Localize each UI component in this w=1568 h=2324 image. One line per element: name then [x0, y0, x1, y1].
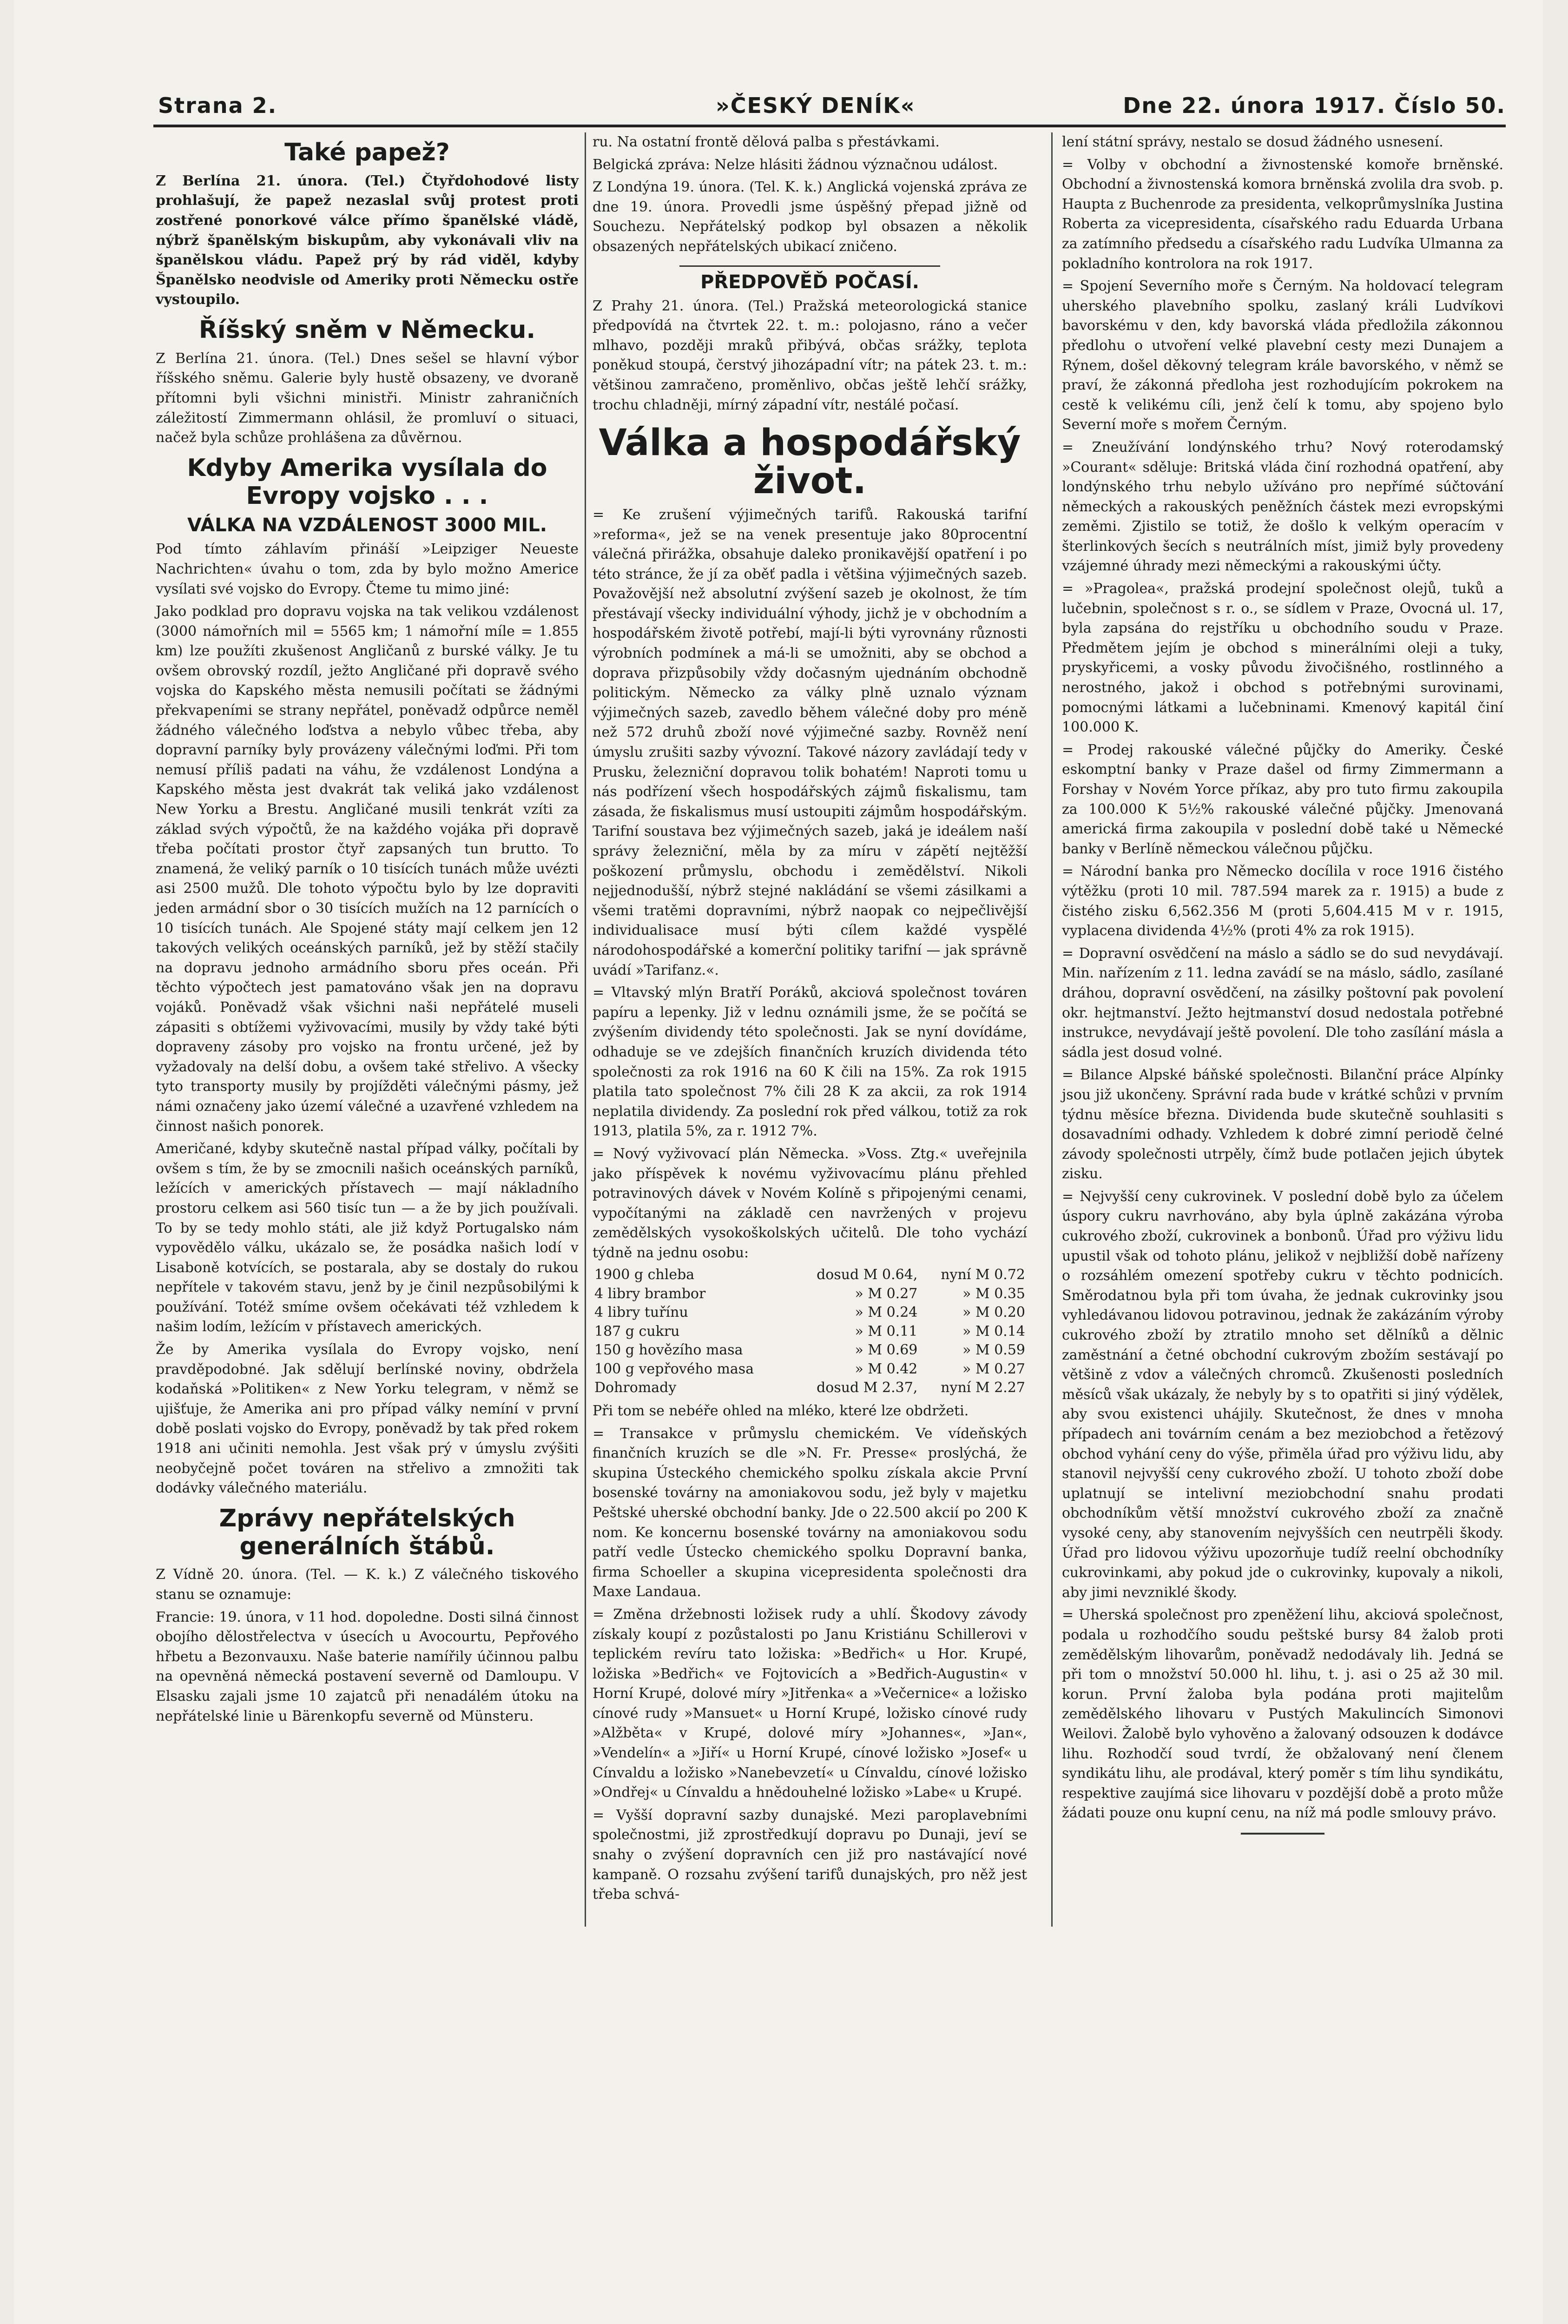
- column-divider: [585, 132, 586, 1927]
- article-text: = Transakce v průmyslu chemickém. Ve vídeňských finančních kruzích se dle »N. Fr. Presse« proslýchá, že skupina Ústeckého chemického spolku získala akcie První bosenské továrny na amoniakovou sodu, jež byly v majetku Peštské uherské obchodní banky. Jde o 22.500 akcií po 200 K nom. Ke koncernu bosenské továrny na amoniakovou sodu patří vedle Ústecko chemického spolku Dopravní banka, firma Schoeller a skupina vicepresidenta společnosti dra Maxe Landaua.: [593, 1425, 1027, 1600]
- article-title: Kdyby Amerika vysílala do Evropy vojsko . . .: [187, 454, 547, 510]
- table-cell: » M 0.42: [855, 1360, 918, 1377]
- article-text: Jako podklad pro dopravu vojska na tak velikou vzdálenost (3000 námořních mil = 5565 km; 1 námořní míle = 1.855 km) lze použíti zkušenost Angličanů z burské války. Je tu ovšem obrovský rozdíl, ježto Angličané při dopravě svého vojska do Kapského města nemusili počítati se žádnými překvapeními se strany nepřátel, poněvadž odpůrce neměl žádného válečného loďstva a nebylo vůbec třeba, aby dopravní parníky byly provázeny válečnými loďmi. Při tom nemusí příliš padati na váhu, že vzdálenost Londýna a Kapského města jest dvakrát tak veliká jako vzdálenost New Yorku a Brestu. Angličané musili tenkrát vzíti za základ svých výpočtů, že na každého vojáka při dopravě třeba počítati prostor čtyř zapsaných tun brutto. To znamená, že veliký parník o 10 tisících tunách může uvézti asi 2500 mužů. Dle tohoto výpočtu bylo by lze dopraviti jeden armádní sbor o 30 tisících mužích na 12 parnících o 10 tisících tunách. Ale Spojené státy mají celkem jen 12 takových velikých oceánských parníků, jež by stěží stačily na dopravu jednoho armádního sboru přes oceán. Při těchto výpočtech jest pamatováno však jen na dopravu vojáků. Poněvadž však všichni naši nepřátelé museli zápasiti s obtížemi vyživovacími, musily by vždy také býti dopraveny zásoby pro vojsko na frontu určené, jež by vyžadovaly na delší dobu, a ovšem také střelivo. A všecky tyto transporty musily by projížděti válečnými pásmy, jež námi označeny jako území válečné a uzavřené vzhledem na činnost našich ponorek.: [156, 603, 579, 1135]
- table-row: [593, 1322, 1027, 1341]
- table-cell: 150 g hovězího masa: [594, 1342, 743, 1359]
- column-1: [156, 132, 579, 1729]
- section-rule: [679, 265, 940, 267]
- page-number: Strana 2.: [158, 93, 277, 118]
- article-title: Zprávy nepřátelských generálních štábů.: [219, 1504, 515, 1560]
- article-text: = Uherská společnost pro zpeněžení lihu, akciová společnost, podala u rozhodčího soudu peštské bursy 84 žalob proti zemědělským lihovarům, poněvadž nedodávaly lih. Jedná se při tom o množství 50.000 hl. lihu, t. j. asi o 25 až 30 mil. korun. První žaloba byla podána proti majitelům zemědělského lihovaru v Pustých Makulincích Simonovi Weilovi. Žalobě bylo vyhověno a žalovaný odsouzen k dodávce lihu. Rozhodčí soud tvrdí, že obžalovaný není členem syndikátu lihu, ale prodával, který poměr s tím lihu syndikátu, respektive zaujímá sice lihovaru v pozdější době a proto může žádati pouze onu kupní cenu, na níž má podle smlouvy právo.: [1062, 1607, 1503, 1822]
- article-text: = Volby v obchodní a živnostenské komoře brněnské. Obchodní a živnostenská komora brněnská zvolila dra svob. p. Haupta z Buchenrode za presidenta, velkoprůmyslníka Justina Roberta za vicepresidenta, císařského radu Eduarda Urbana za zatímního předsedu a císařského radu Ludvíka Ulmanna za pokladního kontrolora na rok 1917.: [1062, 156, 1503, 272]
- table-cell: » M 0.20: [962, 1304, 1025, 1321]
- column-divider: [1051, 132, 1053, 1927]
- table-row: [593, 1285, 1027, 1304]
- article-text: Z Londýna 19. února. (Tel. K. k.) Anglická vojenská zpráva ze dne 19. února. Provedli jsme úspěšný přepad jižně od Souchezu. Nepřátelský podkop byl obsazen a několik obsazených nepřátelských ubikací zničeno.: [593, 179, 1027, 255]
- article-text: Belgická zpráva: Nelze hlásiti žádnou význačnou událost.: [593, 156, 998, 173]
- article-text: ru. Na ostatní frontě dělová palba s přestávkami.: [593, 134, 940, 150]
- end-rule: [1241, 1833, 1324, 1835]
- article-text: Při tom se nebéře ohled na mléko, které lze obdržeti.: [593, 1402, 969, 1419]
- table-cell: » M 0.27: [962, 1360, 1025, 1377]
- article-text: = Národní banka pro Německo docílila v roce 1916 čistého výtěžku (proti 10 mil. 787.594 marek za r. 1915) a bude z čistého zisku 6,562.356 M (proti 5,604.415 M v r. 1915, vyplacena dividenda 4½% (proti 4% za rok 1915).: [1062, 863, 1503, 939]
- newspaper-title: »ČESKÝ DENÍK«: [716, 93, 916, 118]
- article-text: = Nejvyšší ceny cukrovinek. V poslední době bylo za účelem úspory cukru navrhováno, aby byla úplně zakázána výroba cukrového zboží, cukrovinek a bonbonů. Úřad pro výživu lidu upustil však od tohoto plánu, jelikož v nejbližší době nařízeny o rozsáhlém omezení spotřeby cukru v těchto podnicích. Směrodatnou byla při tom úvaha, že jednak cukrovinky jsou vyhledávanou lidovou potravinou, jednak že zakázáním výroby cukrového zboží by ztratilo mnoho set dělníků a dělnic zaměstnání a četné obchodní cukrovým zbožím sestávají po většině z vdov a válečných chromců. Zkušenosti posledních měsíců však ukázaly, že nebyly by s to opatřiti si jiný výdělek, aby svou existenci uhájily. Skutečnost, že dnes v mnoha případech ani továrním cenám a bez meziobchod a řetězový obchod vyhání ceny do výše, přiměla úřad pro výživu lidu, aby stanovil nejvyšší ceny cukrového zboží. U tohoto zboží dobe uplatnují se intelivní meziobchodní snahu prodati obchodníkům větší množství cukrového zboží za značně vysoké ceny, aby stanovením nejvyšších cen neutrpěli škody. Úřad pro lidovou výživu upozorňuje tudíž reelní obchodníky cukrovinkami, aby pokud jde o cukrovinky, kupovaly a nikoli, aby jimi nevzniklé škody.: [1062, 1188, 1503, 1601]
- table-cell: » M 0.35: [962, 1285, 1025, 1302]
- column-2: [593, 132, 1027, 1908]
- article-text: = Spojení Severního moře s Černým. Na holdovací telegram uherského plavebního spolku, zaslaný králi Ludvíkovi bavorskému v den, kdy bavorská vláda předložila zákonnou předlohu o utvoření velké plavební cesty mezi Dunajem a Rýnem, došel děkovný telegram krále bavorského, v němž se praví, že zákonná předloha jest rozhodujícím pokrokem na cestě k velikému cíli, jenž čelí k tomu, aby spojeno bylo Severní moře s mořem Černým.: [1062, 278, 1503, 433]
- table-cell: dosud M 2.37,: [817, 1380, 918, 1396]
- table-cell: » M 0.14: [962, 1323, 1025, 1340]
- table-cell: » M 0.27: [855, 1285, 918, 1302]
- page-header: [158, 93, 1506, 125]
- article-text: Američané, kdyby skutečně nastal případ války, počítali by ovšem s tím, že by se zmocnili našich oceánských parníků, ležících v amerických přístavech — mají nákladního prostoru celkem asi 560 tisíc tun — a že by jich používali. To by se tedy mohlo státi, ale již když Portugalsko nám vypovědělo válku, ukázalo se, že posádka našich lodí v Lisaboně kotvících, se postarala, aby se dostaly do rukou nepřítele v takovém stavu, jenž by je činil nezpůsobilými k používání. Totéž smíme ovšem očekávati též vzhledem k našim lodím, ležícím v přístavech amerických.: [156, 1141, 579, 1335]
- table-row: [593, 1266, 1027, 1285]
- article-subtitle: VÁLKA NA VZDÁLENOST 3000 MIL.: [187, 515, 547, 536]
- table-cell: 1900 g chleba: [594, 1267, 695, 1283]
- article-text: Francie: 19. února, v 11 hod. dopoledne. Dosti silná činnost obojího dělostřelectva v úsecích u Avocourtu, Pepřového hřbetu a Bezonvauxu. Naše baterie namířily účinnou palbu na opevněná německá postavení severně od Damloupu. V Elsasku zajali jsme 10 zajatců při nenadálém útoku na nepřátelské linie u Bärenkopfu severně od Münsteru.: [156, 1609, 579, 1724]
- article-text: = Dopravní osvědčení na máslo a sádlo se do sud nevydávají. Min. nařízením z 11. ledna zavádí se na máslo, sádlo, zasílané dráhou, dopravní osvědčení, na zásilky poštovní pak povolení okr. hejtmanství. Ježto hejtmanství dosud nedostala potřebné instrukce, nevydávají ještě povolení. Dle toho zasílání másla a sádla jest dosud volné.: [1062, 945, 1503, 1061]
- article-text: = »Pragolea«, pražská prodejní společnost olejů, tuků a lučebnin, společnost s r. o., se sídlem v Praze, Ovocná ul. 17, byla zapsána do rejstříku u obchodního soudu v Praze. Předmětem jejím je obchod s minerálními oleji a tuky, pryskyřicemi, a vosky původu živočišného, rostlinného a nerostného, jakož i obchod s potřebnými surovinami, pomocnými látkami a lučebninami. Kmenový kapitál činí 100.000 K.: [1062, 581, 1503, 736]
- article-text: = Prodej rakouské válečné půjčky do Ameriky. České eskomptní banky v Praze dašel od firmy Zimmermann a Forshay v Novém Yorce příkaz, aby pro tuto firmu zakoupila za 100.000 K 5½% rakouské válečné půjčky. Jmenovaná americká firma zakoupila v poslední době také u Německé banky v Berlíně německou válečnou půjčku.: [1062, 741, 1503, 857]
- table-cell: 4 libry brambor: [594, 1285, 706, 1302]
- table-cell: » M 0.11: [855, 1323, 918, 1340]
- table-cell: nyní M 0.72: [941, 1267, 1025, 1283]
- column-3: [1062, 132, 1503, 1844]
- table-row: [593, 1341, 1027, 1360]
- article-text: = Nový vyživovací plán Německa. »Voss. Ztg.« uveřejnila jako příspěvek k novému vyživovacímu plánu přehled potravinových dávek v Novém Kolíně s připojenými cenami, vypočítanými na základě cen navržených v projevu zemědělských vysokoškolských učitelů. Dle toho vychází týdně na jednu osobu:: [593, 1145, 1027, 1261]
- table-cell: Dohromady: [594, 1380, 677, 1396]
- table-cell: nyní M 2.27: [941, 1380, 1025, 1396]
- table-cell: dosud M 0.64,: [817, 1267, 918, 1283]
- article-text: Z Berlína 21. února. (Tel.) Čtyřdohodové listy prohlašují, že papež nezaslal svůj protest proti zostřené ponorkové válce přímo španělské vládě, nýbrž španělským biskupům, aby vykonávali vliv na španělskou vládu. Papež prý by rád viděl, kdyby Španělsko neodvisle od Ameriky proti Německu ostře vystoupilo.: [156, 172, 579, 308]
- table-cell: » M 0.69: [855, 1342, 918, 1359]
- article-text: Z Berlína 21. února. (Tel.) Dnes sešel se hlavní výbor říšského sněmu. Galerie byly hustě obsazeny, ve dvoraně přítomni byli všichni ministři. Ministr zahraničních záležitostí Zimmermann ohlásil, že promluví o situaci, načež byla schůze prohlášena za důvěrnou.: [156, 350, 579, 446]
- section-title: Válka a hospodářský život.: [599, 422, 1021, 502]
- table-row: [593, 1303, 1027, 1322]
- article-text: = Vltavský mlýn Bratří Poráků, akciová společnost továren papíru a lepenky. Již v lednu oznámili jsme, že se počítá se zvýšením dividendy této společnosti. Jak se nyní dovídáme, odhaduje se ve zdejších finančních kruzích dividenda této společnosti za rok 1916 na 60 K čili na 15%. Za rok 1915 platila tato společnost 7% čili 28 K za akcii, za rok 1914 neplatila dividendy. Za poslední rok před válkou, totiž za rok 1913, platila 5%, za r. 1912 7%.: [593, 984, 1027, 1140]
- article-text: lení státní správy, nestalo se dosud žádného usnesení.: [1062, 134, 1443, 150]
- article-text: = Bilance Alpské báňské společnosti. Bilanční práce Alpínky jsou již ukončeny. Správní rada bude v krátké schůzi v prvním týdnu měsíce března. Dividenda bude skutečně souhlasiti s dosavadními odhady. Vzhledem k dobré zimní periodě čelné závody společnosti utrpěly, čímž bude potlačen jejich úbytek zisku.: [1062, 1067, 1503, 1182]
- article-title: Také papež?: [284, 139, 450, 166]
- article-text: = Ke zrušení výjimečných tarifů. Rakouská tarifní »reforma«, jež se na venek presentuje jako 80procentní válečná přirážka, obsahuje daleko pronikavější opatření i po této stránce, že jí za oběť padla i většina výjimečných sazeb. Považovější než absolutní zvýšení sazeb je okolnost, že tím přestávají všecky individuální výhody, jichž je v obchodním a hospodářském životě potřebí, mají-li býti vyrovnány různosti výrobních podmínek a má-li se umožniti, aby se obchod a doprava přizpůsobily vždy dočasným ujednáním obchodně politickým. Německo za války plně uznalo význam výjimečných sazeb, zavedlo během válečné doby pro méně než 572 druhů zboží nové výjimečné sazby. Rovněž není úmyslu zrušiti sazby vývozní. Takové názory zavládají tedy v Prusku, železniční dopravou tolik bohatém! Naproti tomu u nás podřízení všech hospodářských zájmů fiskalismu, tam zásada, že fiskalismus musí ustoupiti zájmům hospodářským. Tarifní soustava bez výjimečných sazeb, jaká je ideálem naší správy železniční, měla by za míru v zápětí nejtěžší poškození průmyslu, obchodu i zemědělství. Nikoli nejjednodušší, nýbrž stejné nakládání se všemi zásilkami a všemi tratěmi dopravními, nýbrž naopak co nejpečlivější individualisace musí býti cílem každé vyspělé národohospodářské a komerční politiky tarifní — jak správně uvádí »Tarifanz.«.: [593, 506, 1027, 978]
- table-row: [593, 1360, 1027, 1379]
- article-text: Že by Amerika vysílala do Evropy vojsko, není pravděpodobné. Jak sdělují berlínské noviny, obdržela kodaňská »Politiken« z New Yorku telegram, v němž se ujišťuje, že Amerika ani pro případ války nemíní v první době poslati vojsko do Evropy, poněvadž by tak před rokem 1918 ani učiniti nemohla. Jest však prý v úmyslu zvýšiti neobyčejně počet továren na střelivo a zmnožiti tak dodávky válečného materiálu.: [156, 1341, 579, 1497]
- forecast-text: Z Prahy 21. února. (Tel.) Pražská meteorologická stanice předpovídá na čtvrtek 22. t. m.: polojasno, ráno a večer mlhavo, později mraků přibývá, občas srážky, teplota poněkud stoupá, čerstvý jihozápadní vítr; na pátek 23. t. m.: většinou zamračeno, proměnlivo, občas ještě lehčí srážky, trochu chladněji, mírný západní vítr, nestálé počasí.: [593, 297, 1027, 413]
- table-cell: 4 libry tuřínu: [594, 1304, 688, 1321]
- article-text: = Změna držebnosti ložisek rudy a uhlí. Škodovy závody získaly koupí z pozůstalosti po Janu Kristiánu Schillerovi v teplickém revíru tato ložiska: »Bedřich« u Hor. Krupé, ložiska »Bedřich« ve Fojtovicích a »Bedřich-Augustin« v Horní Krupé, dolové míry »Jitřenka« a »Večernice« a ložisko cínové rudy »Mansuet« u Horní Krupé, ložisko cínové rudy »Alžběta« v Krupé, dolové míry »Johannes«, »Jan«, »Vendelín« a »Jiří« u Horní Krupé, cínové ložisko »Josef« u Cínvaldu a ložisko »Nanebevzetí« u Cínvaldu, cínové ložisko »Ondřej« u Cínvaldu a hnědouhelné ložisko »Labe« u Krupé.: [593, 1606, 1027, 1801]
- food-price-table: [593, 1266, 1027, 1398]
- article-text: Pod tímto záhlavím přináší »Leipziger Neueste Nachrichten« úvahu o tom, zda by bylo možno Americe vysílati své vojsko do Evropy. Čteme tu mimo jiné:: [156, 541, 579, 597]
- table-cell: 100 g vepřového masa: [594, 1360, 754, 1377]
- table-cell: » M 0.59: [962, 1342, 1025, 1359]
- table-row: [593, 1379, 1027, 1398]
- article-text: = Vyšší dopravní sazby dunajské. Mezi paroplavebními společnostmi, již zprostředkují dopravu po Dunaji, jeví se snahy o zvýšení dopravních cen již pro nastávající nové kampaně. O rozsahu zvýšení tarifů dunajských, pro něž jest třeba schvá-: [593, 1807, 1027, 1903]
- article-text: = Zneužívání londýnského trhu? Nový roterodamský »Courant« sděluje: Britská vláda činí rozhodná opatření, aby londýnského trhu nebylo užíváno pro nepřímé súčtování německých a rakouských peněžních částek mezi evropskými zeměmi. Zjistilo se totiž, že došlo k velkým operacím v šterlinkových šecích s neutrálních míst, jimiž byly provedeny vzájemné úhrady mezi německými a rakouskými účty.: [1062, 439, 1503, 574]
- forecast-title: PŘEDPOVĚĎ POČASÍ.: [700, 271, 919, 293]
- table-cell: » M 0.24: [855, 1304, 918, 1321]
- article-title: Říšský sněm v Německu.: [198, 316, 536, 344]
- header-rule: [153, 125, 1506, 127]
- article-text: Z Vídně 20. února. (Tel. — K. k.) Z válečného tiskového stanu se oznamuje:: [156, 1566, 579, 1603]
- table-cell: 187 g cukru: [594, 1323, 680, 1340]
- issue-date: Dne 22. února 1917. Číslo 50.: [1123, 93, 1506, 118]
